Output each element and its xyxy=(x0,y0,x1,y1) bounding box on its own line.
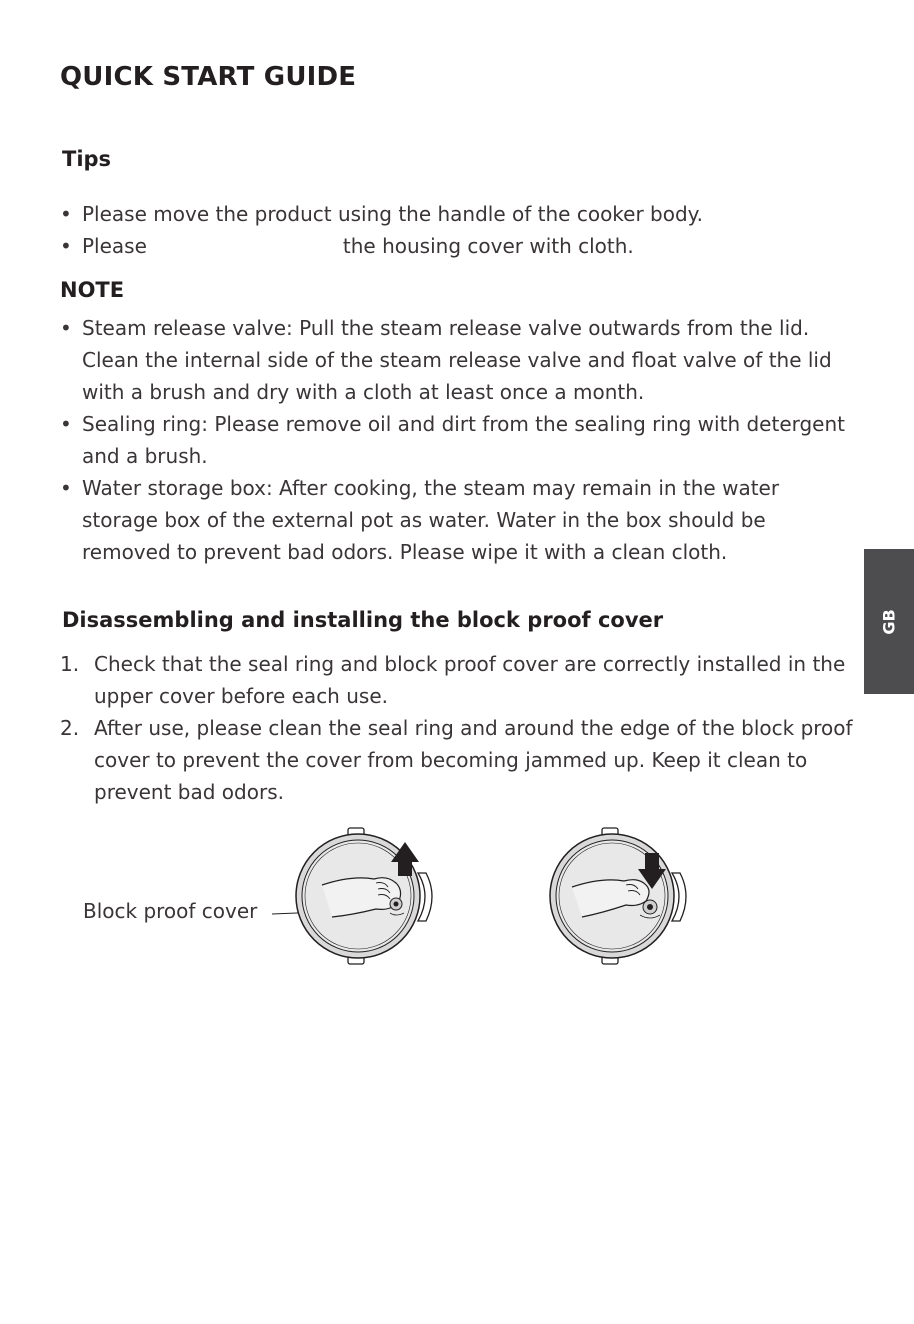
tips-heading: Tips xyxy=(62,147,112,171)
list-item xyxy=(60,648,855,712)
note-list xyxy=(60,312,850,568)
language-tab-label: GB xyxy=(879,608,899,635)
list-item: • Please move the product using the handle of the cooker body. xyxy=(60,198,820,230)
tip-text-after: the housing cover with cloth. xyxy=(342,234,634,258)
list-item xyxy=(60,230,820,262)
tip-text-before: Please xyxy=(82,234,147,258)
tips-list xyxy=(60,198,820,262)
figure-label-block-proof-cover: Block proof cover xyxy=(83,899,258,923)
step-number: 2. xyxy=(60,716,80,740)
list-item: • Sealing ring: Please remove oil and dirt from the sealing ring with detergent and a brush. xyxy=(60,408,850,472)
list-item: • Steam release valve: Pull the steam release valve outwards from the lid. Clean the internal side of the steam release valve and float valve of the lid with a brush and dry with a cloth at least once a month. xyxy=(60,312,850,408)
page-title: QUICK START GUIDE xyxy=(60,62,357,92)
step-number: 1. xyxy=(60,652,80,676)
step-text: After use, please clean the seal ring and around the edge of the block proof cover to prevent the cover from becoming jammed up. Keep it clean to prevent bad odors. xyxy=(94,716,853,804)
list-item: • Water storage box: After cooking, the steam may remain in the water storage box of the external pot as water. Water in the box should be removed to prevent bad odors. Please wipe it with a clean cloth. xyxy=(60,472,850,568)
note-heading: NOTE xyxy=(60,278,125,302)
disassembly-steps xyxy=(60,648,855,808)
lid-install-arrow-down-icon xyxy=(546,825,696,970)
language-tab xyxy=(864,549,914,694)
step-text: Check that the seal ring and block proof cover are correctly installed in the upper cover before each use. xyxy=(94,652,846,708)
disassembly-heading: Disassembling and installing the block proof cover xyxy=(62,608,664,632)
lid-remove-arrow-up-icon xyxy=(292,825,442,970)
list-item xyxy=(60,712,855,808)
